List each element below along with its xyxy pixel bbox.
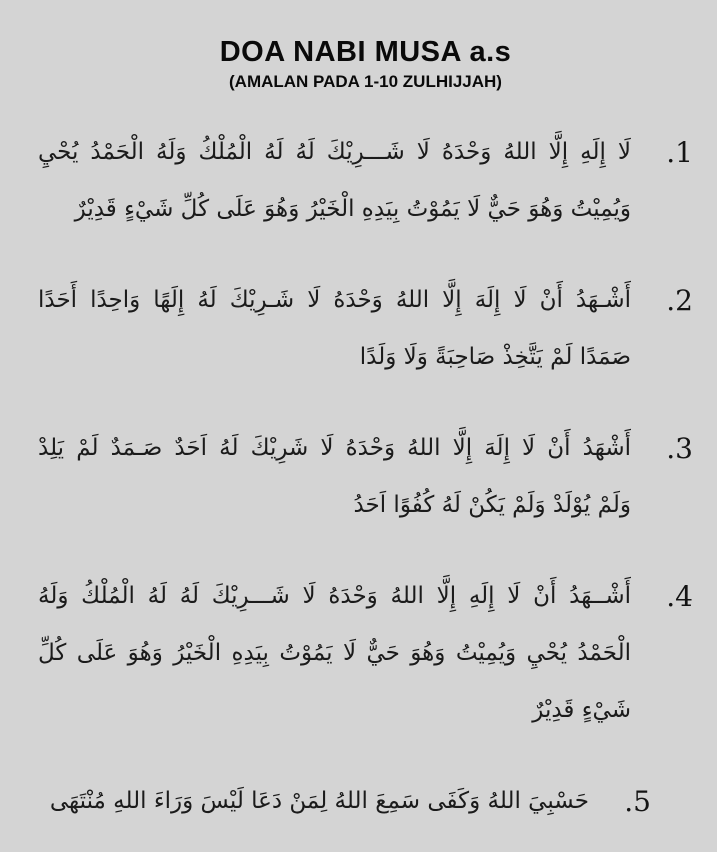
arabic-line: حَسْبِيَ اللهُ وَكَفَى سَمِعَ اللهُ لِمَنْ دَعَا لَيْسَ وَرَاءَ اللهِ مُنْتَهَى — [49, 788, 589, 814]
arabic-line: لَا إِلَهِ إِلَّا اللهُ وَحْدَهُ لَا شَـــرِيْكَ لَهُ لَهُ الْمُلْكُ وَلَهُ الْحَمْدُ يُحْيِ — [38, 139, 631, 165]
prayer-item-1 — [38, 124, 693, 238]
arabic-text-block — [38, 420, 631, 534]
arabic-text-block — [38, 773, 589, 830]
prayer-item-5 — [38, 773, 651, 830]
item-number: 1. — [666, 136, 693, 169]
arabic-text-block — [38, 124, 631, 238]
document-header — [38, 34, 693, 94]
prayer-item-3 — [38, 420, 693, 534]
arabic-text-block — [38, 568, 631, 739]
item-number: 2. — [666, 284, 693, 317]
item-number: 4. — [666, 580, 693, 613]
prayer-item-2 — [38, 272, 693, 386]
arabic-line: الْحَمْدُ يُحْيِ وَيُمِيْتُ وَهُوَ حَيٌّ لَا يَمُوْتُ بِيَدِهِ الْخَيْرُ وَهُوَ عَلَى كُلِّ — [38, 640, 631, 666]
item-number: 5. — [624, 785, 651, 818]
arabic-line: وَلَمْ يُوْلَدْ وَلَمْ يَكُنْ لَهُ كُفُوًا اَحَدُ — [353, 492, 631, 518]
prayer-item-4 — [38, 568, 693, 739]
arabic-line: شَيْءٍ قَدِيْرٌ — [532, 697, 631, 723]
item-number: 3. — [666, 432, 693, 465]
page-title: DOA NABI MUSA a.s — [219, 36, 512, 68]
arabic-line: صَمَدًا لَمْ يَتَّخِذْ صَاحِبَةً وَلَا وَلَدًا — [359, 344, 631, 370]
arabic-line: أَشْــهَدُ أَنْ لَا إِلَهِ إِلَّا اللهُ وَحْدَهُ لَا شَـــرِيْكَ لَهُ لَهُ الْمُلْكُ وَلَهُ — [38, 583, 631, 609]
page-subtitle: (AMALAN PADA 1-10 ZULHIJJAH) — [229, 72, 502, 91]
arabic-line: أَشْهَدُ أَنْ لَا إِلَهَ إِلَّا اللهُ وَحْدَهُ لَا شَرِيْكَ لَهُ اَحَدٌ صَـمَدٌ لَمْ يَلِدْ — [38, 435, 631, 461]
arabic-line: أَشْـهَدُ أَنْ لَا إِلَهَ إِلَّا اللهُ وَحْدَهُ لَا شَـرِيْكَ لَهُ إِلَهًا وَاحِدًا أَحَدًا — [38, 287, 631, 313]
arabic-text-block — [38, 272, 631, 386]
arabic-line: وَيُمِيْتُ وَهُوَ حَيٌّ لَا يَمُوْتُ بِيَدِهِ الْخَيْرُ وَهُوَ عَلَى كُلِّ شَيْءٍ قَدِيْرٌ — [74, 196, 631, 222]
prayer-list — [38, 124, 693, 830]
